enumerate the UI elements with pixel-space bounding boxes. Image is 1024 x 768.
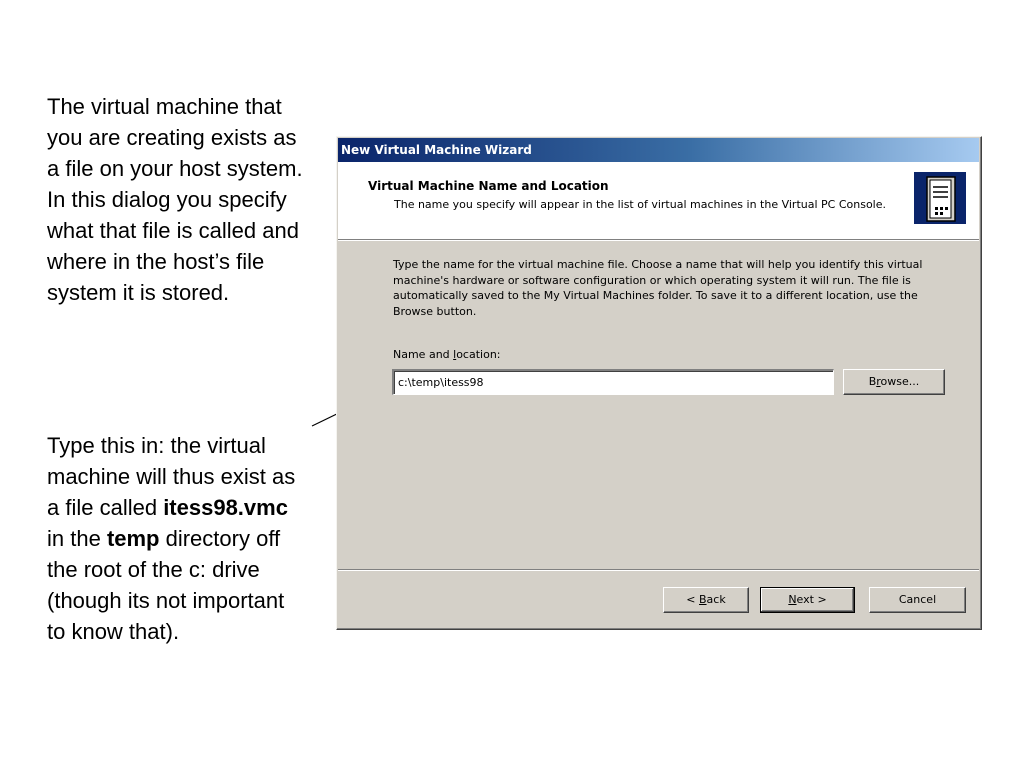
wizard-step-title: Virtual Machine Name and Location [368,179,609,193]
wizard-header [338,162,979,240]
name-location-input[interactable] [392,369,834,395]
note-filename: itess98.vmc [163,495,288,520]
footer-divider [338,569,979,571]
back-button[interactable]: < Back [663,587,749,613]
note-text: Type this in: the virtual machine will thus exist as a file called [47,433,296,520]
note-text: directory off the root of the c: drive (though its not important to know that). [47,526,285,644]
note-text: in the [47,526,107,551]
name-location-label: Name and location: [393,348,501,361]
explanation-note-input [47,430,307,647]
next-button[interactable]: Next > [760,587,855,613]
dialog-title-bar[interactable]: New Virtual Machine Wizard [338,138,979,162]
cancel-button[interactable]: Cancel [869,587,966,613]
note-directory: temp [106,526,160,551]
explanation-note-dialog: The virtual machine that you are creating exists as a file on your host system. In this dialog you specify what that file is called and where in the host’s file system it is stored. [47,94,303,305]
new-virtual-machine-wizard-dialog [336,136,982,630]
browse-button[interactable]: Browse... [843,369,945,395]
wizard-instructions: Type the name for the virtual machine file. Choose a name that will help you identify this virtual machine's hardware or software configuration or which operating system it will run. The file is automatically saved to the My Virtual Machines folder. To save it to a different location, use the Browse button. [393,258,923,318]
computer-tower-icon [911,169,969,227]
wizard-step-subtitle: The name you specify will appear in the list of virtual machines in the Virtual PC Console. [394,198,886,211]
